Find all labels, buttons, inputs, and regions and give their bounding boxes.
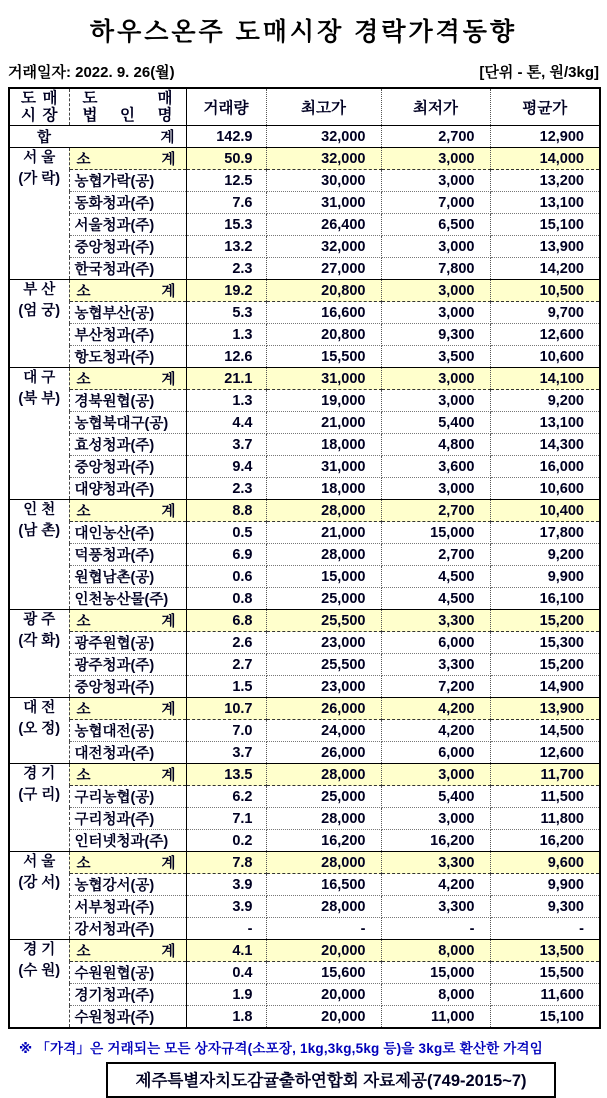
high-cell: 26,000 — [266, 698, 381, 720]
price-note: ※ 「가격」은 거래되는 모든 상자규격(소포장, 1kg,3kg,5kg 등)을 3kg로 환산한 가격임 — [19, 1041, 543, 1056]
avg-cell: 9,600 — [490, 852, 600, 874]
table-row — [9, 302, 600, 324]
avg-cell: 13,900 — [490, 236, 600, 258]
avg-cell: 16,100 — [490, 588, 600, 610]
subtotal-row — [9, 368, 600, 390]
low-cell: 3,600 — [381, 456, 490, 478]
table-row — [9, 918, 600, 940]
corp-name-cell: 수원청과(주) — [69, 1006, 186, 1029]
header-row — [9, 88, 600, 126]
low-cell: 3,000 — [381, 148, 490, 170]
subtotal-label-cell: 소 계 — [69, 280, 186, 302]
high-cell: 16,500 — [266, 874, 381, 896]
qty-cell: 6.2 — [186, 786, 266, 808]
corp-name-cell: 대인농산(주) — [69, 522, 186, 544]
corp-name-cell: 농협대전(공) — [69, 720, 186, 742]
high-cell: 15,000 — [266, 566, 381, 588]
qty-cell: 19.2 — [186, 280, 266, 302]
avg-cell: 14,000 — [490, 148, 600, 170]
low-cell: - — [381, 918, 490, 940]
avg-cell: 12,900 — [490, 126, 600, 148]
high-cell: 18,000 — [266, 434, 381, 456]
avg-cell: 11,600 — [490, 984, 600, 1006]
qty-cell: 4.4 — [186, 412, 266, 434]
table-row — [9, 412, 600, 434]
low-cell: 7,200 — [381, 676, 490, 698]
qty-cell: 1.5 — [186, 676, 266, 698]
high-cell: 25,000 — [266, 786, 381, 808]
subtotal-label-cell: 소 계 — [69, 852, 186, 874]
subtotal-label-cell: 소 계 — [69, 500, 186, 522]
low-cell: 7,000 — [381, 192, 490, 214]
table-row — [9, 544, 600, 566]
avg-cell: 12,600 — [490, 324, 600, 346]
qty-cell: 0.2 — [186, 830, 266, 852]
price-table-body — [9, 126, 600, 1029]
avg-cell: 14,200 — [490, 258, 600, 280]
high-cell: 28,000 — [266, 544, 381, 566]
low-cell: 5,400 — [381, 412, 490, 434]
qty-cell: 10.7 — [186, 698, 266, 720]
low-cell: 4,200 — [381, 874, 490, 896]
avg-cell: 14,500 — [490, 720, 600, 742]
corp-name-cell: 중앙청과(주) — [69, 456, 186, 478]
high-cell: 28,000 — [266, 896, 381, 918]
market-cell: 광 주 (각 화) — [9, 610, 69, 698]
low-cell: 3,300 — [381, 610, 490, 632]
high-cell: 20,800 — [266, 324, 381, 346]
high-cell: 27,000 — [266, 258, 381, 280]
corp-name-cell: 구리청과(주) — [69, 808, 186, 830]
avg-cell: 13,200 — [490, 170, 600, 192]
qty-cell: 5.3 — [186, 302, 266, 324]
high-cell: 28,000 — [266, 500, 381, 522]
qty-cell: 12.5 — [186, 170, 266, 192]
table-row — [9, 720, 600, 742]
low-cell: 2,700 — [381, 500, 490, 522]
low-cell: 4,500 — [381, 566, 490, 588]
corp-name-cell: 경기청과(주) — [69, 984, 186, 1006]
corp-name-cell: 한국청과(주) — [69, 258, 186, 280]
low-cell: 6,000 — [381, 632, 490, 654]
total-label-cell: 합 계 — [9, 126, 186, 148]
table-row — [9, 984, 600, 1006]
subtotal-row — [9, 852, 600, 874]
high-cell: 30,000 — [266, 170, 381, 192]
avg-cell: 15,500 — [490, 962, 600, 984]
high-cell: 16,600 — [266, 302, 381, 324]
trade-date-label: 거래일자: 2022. 9. 26(월) — [8, 64, 175, 81]
high-cell: 28,000 — [266, 808, 381, 830]
corp-name-cell: 구리농협(공) — [69, 786, 186, 808]
subtotal-row — [9, 610, 600, 632]
avg-cell: 10,400 — [490, 500, 600, 522]
high-cell: 28,000 — [266, 852, 381, 874]
high-cell: 20,000 — [266, 1006, 381, 1029]
low-cell: 8,000 — [381, 940, 490, 962]
qty-cell: 13.5 — [186, 764, 266, 786]
corp-name-cell: 수원원협(공) — [69, 962, 186, 984]
high-cell: 23,000 — [266, 676, 381, 698]
table-row — [9, 566, 600, 588]
high-cell: - — [266, 918, 381, 940]
high-cell: 32,000 — [266, 148, 381, 170]
table-row — [9, 786, 600, 808]
low-cell: 16,200 — [381, 830, 490, 852]
low-cell: 3,000 — [381, 280, 490, 302]
table-row — [9, 192, 600, 214]
corp-name-cell: 서부청과(주) — [69, 896, 186, 918]
high-cell: 25,500 — [266, 610, 381, 632]
table-row — [9, 236, 600, 258]
low-cell: 3,000 — [381, 808, 490, 830]
avg-cell: 11,500 — [490, 786, 600, 808]
qty-cell: 1.3 — [186, 324, 266, 346]
high-cell: 20,000 — [266, 940, 381, 962]
avg-cell: 14,900 — [490, 676, 600, 698]
qty-cell: 13.2 — [186, 236, 266, 258]
table-row — [9, 830, 600, 852]
corp-name-cell: 광주원협(공) — [69, 632, 186, 654]
low-cell: 3,500 — [381, 346, 490, 368]
page-title: 하우스온주 도매시장 경락가격동향 — [89, 18, 518, 46]
qty-cell: 8.8 — [186, 500, 266, 522]
subtotal-row — [9, 764, 600, 786]
high-cell: 26,000 — [266, 742, 381, 764]
header-market: 도 매 시 장 — [9, 88, 69, 126]
avg-cell: 9,700 — [490, 302, 600, 324]
table-row — [9, 588, 600, 610]
low-cell: 15,000 — [381, 962, 490, 984]
qty-cell: 3.9 — [186, 896, 266, 918]
corp-name-cell: 중앙청과(주) — [69, 236, 186, 258]
qty-cell: 7.0 — [186, 720, 266, 742]
low-cell: 3,300 — [381, 896, 490, 918]
qty-cell: 12.6 — [186, 346, 266, 368]
corp-name-cell: 효성청과(주) — [69, 434, 186, 456]
avg-cell: 15,200 — [490, 654, 600, 676]
corp-name-cell: 동화청과(주) — [69, 192, 186, 214]
avg-cell: 14,300 — [490, 434, 600, 456]
subtotal-label-cell: 소 계 — [69, 610, 186, 632]
corp-name-cell: 농협부산(공) — [69, 302, 186, 324]
meta-row — [0, 61, 607, 82]
market-cell: 인 천 (남 촌) — [9, 500, 69, 610]
price-table — [8, 87, 601, 1029]
qty-cell: 4.1 — [186, 940, 266, 962]
high-cell: 31,000 — [266, 368, 381, 390]
qty-cell: 2.7 — [186, 654, 266, 676]
table-row — [9, 632, 600, 654]
subtotal-row — [9, 940, 600, 962]
avg-cell: 10,500 — [490, 280, 600, 302]
corp-name-cell: 덕풍청과(주) — [69, 544, 186, 566]
market-cell: 경 기 (수 원) — [9, 940, 69, 1029]
table-row — [9, 478, 600, 500]
avg-cell: 9,200 — [490, 544, 600, 566]
low-cell: 3,000 — [381, 368, 490, 390]
avg-cell: 10,600 — [490, 478, 600, 500]
qty-cell: 6.8 — [186, 610, 266, 632]
avg-cell: 13,100 — [490, 192, 600, 214]
high-cell: 20,800 — [266, 280, 381, 302]
high-cell: 32,000 — [266, 126, 381, 148]
low-cell: 5,400 — [381, 786, 490, 808]
low-cell: 3,000 — [381, 170, 490, 192]
low-cell: 4,500 — [381, 588, 490, 610]
high-cell: 25,500 — [266, 654, 381, 676]
qty-cell: 2.6 — [186, 632, 266, 654]
table-row — [9, 522, 600, 544]
high-cell: 15,500 — [266, 346, 381, 368]
low-cell: 6,500 — [381, 214, 490, 236]
subtotal-row — [9, 148, 600, 170]
market-cell: 부 산 (엄 궁) — [9, 280, 69, 368]
qty-cell: 7.6 — [186, 192, 266, 214]
market-cell: 대 구 (북 부) — [9, 368, 69, 500]
table-row — [9, 874, 600, 896]
qty-cell: 1.9 — [186, 984, 266, 1006]
table-row — [9, 896, 600, 918]
qty-cell: 0.4 — [186, 962, 266, 984]
low-cell: 3,000 — [381, 390, 490, 412]
avg-cell: 14,100 — [490, 368, 600, 390]
avg-cell: 15,200 — [490, 610, 600, 632]
subtotal-row — [9, 500, 600, 522]
low-cell: 2,700 — [381, 544, 490, 566]
subtotal-row — [9, 698, 600, 720]
qty-cell: 3.9 — [186, 874, 266, 896]
high-cell: 16,200 — [266, 830, 381, 852]
market-cell: 서 울 (가 락) — [9, 148, 69, 280]
corp-name-cell: 인터넷청과(주) — [69, 830, 186, 852]
subtotal-label-cell: 소 계 — [69, 940, 186, 962]
qty-cell: 15.3 — [186, 214, 266, 236]
table-row — [9, 456, 600, 478]
low-cell: 3,300 — [381, 852, 490, 874]
avg-cell: 12,600 — [490, 742, 600, 764]
table-row — [9, 808, 600, 830]
high-cell: 31,000 — [266, 192, 381, 214]
low-cell: 4,800 — [381, 434, 490, 456]
avg-cell: 17,800 — [490, 522, 600, 544]
header-low: 최저가 — [381, 88, 490, 126]
qty-cell: 3.7 — [186, 434, 266, 456]
avg-cell: 11,800 — [490, 808, 600, 830]
market-cell: 대 전 (오 정) — [9, 698, 69, 764]
low-cell: 4,200 — [381, 720, 490, 742]
qty-cell: 3.7 — [186, 742, 266, 764]
low-cell: 4,200 — [381, 698, 490, 720]
qty-cell: 2.3 — [186, 478, 266, 500]
corp-name-cell: 경북원협(공) — [69, 390, 186, 412]
low-cell: 11,000 — [381, 1006, 490, 1029]
unit-label: [단위 - 톤, 원/3kg] — [479, 64, 599, 81]
low-cell: 3,300 — [381, 654, 490, 676]
avg-cell: 15,100 — [490, 1006, 600, 1029]
avg-cell: 13,100 — [490, 412, 600, 434]
high-cell: 21,000 — [266, 522, 381, 544]
avg-cell: 13,900 — [490, 698, 600, 720]
qty-cell: 1.8 — [186, 1006, 266, 1029]
qty-cell: 7.8 — [186, 852, 266, 874]
low-cell: 9,300 — [381, 324, 490, 346]
high-cell: 28,000 — [266, 764, 381, 786]
header-corp: 도 매 법 인 명 — [69, 88, 186, 126]
corp-name-cell: 광주청과(주) — [69, 654, 186, 676]
qty-cell: 1.3 — [186, 390, 266, 412]
corp-name-cell: 서울청과(주) — [69, 214, 186, 236]
qty-cell: - — [186, 918, 266, 940]
corp-name-cell: 중앙청과(주) — [69, 676, 186, 698]
subtotal-label-cell: 소 계 — [69, 368, 186, 390]
low-cell: 2,700 — [381, 126, 490, 148]
table-row — [9, 170, 600, 192]
table-row — [9, 676, 600, 698]
high-cell: 20,000 — [266, 984, 381, 1006]
avg-cell: 13,500 — [490, 940, 600, 962]
table-row — [9, 324, 600, 346]
avg-cell: 16,000 — [490, 456, 600, 478]
table-row — [9, 346, 600, 368]
subtotal-label-cell: 소 계 — [69, 764, 186, 786]
high-cell: 25,000 — [266, 588, 381, 610]
header-qty: 거래량 — [186, 88, 266, 126]
table-row — [9, 654, 600, 676]
table-row — [9, 962, 600, 984]
qty-cell: 7.1 — [186, 808, 266, 830]
subtotal-row — [9, 280, 600, 302]
low-cell: 3,000 — [381, 764, 490, 786]
subtotal-label-cell: 소 계 — [69, 148, 186, 170]
low-cell: 3,000 — [381, 236, 490, 258]
corp-name-cell: 대전청과(주) — [69, 742, 186, 764]
table-row — [9, 390, 600, 412]
corp-name-cell: 대양청과(주) — [69, 478, 186, 500]
high-cell: 24,000 — [266, 720, 381, 742]
high-cell: 23,000 — [266, 632, 381, 654]
corp-name-cell: 농협북대구(공) — [69, 412, 186, 434]
data-source-box: 제주특별자치도감귤출하연합회 자료제공(749-2015~7) — [106, 1062, 556, 1098]
qty-cell: 0.5 — [186, 522, 266, 544]
corp-name-cell: 항도청과(주) — [69, 346, 186, 368]
table-row — [9, 214, 600, 236]
header-high: 최고가 — [266, 88, 381, 126]
total-row — [9, 126, 600, 148]
qty-cell: 50.9 — [186, 148, 266, 170]
low-cell: 8,000 — [381, 984, 490, 1006]
low-cell: 6,000 — [381, 742, 490, 764]
high-cell: 19,000 — [266, 390, 381, 412]
price-table-header — [9, 88, 600, 126]
avg-cell: 10,600 — [490, 346, 600, 368]
avg-cell: 9,900 — [490, 566, 600, 588]
corp-name-cell: 부산청과(주) — [69, 324, 186, 346]
high-cell: 32,000 — [266, 236, 381, 258]
corp-name-cell: 농협가락(공) — [69, 170, 186, 192]
corp-name-cell: 원협남촌(공) — [69, 566, 186, 588]
corp-name-cell: 강서청과(주) — [69, 918, 186, 940]
avg-cell: 11,700 — [490, 764, 600, 786]
market-cell: 경 기 (구 리) — [9, 764, 69, 852]
subtotal-label-cell: 소 계 — [69, 698, 186, 720]
avg-cell: 15,300 — [490, 632, 600, 654]
table-row — [9, 258, 600, 280]
avg-cell: 16,200 — [490, 830, 600, 852]
high-cell: 31,000 — [266, 456, 381, 478]
avg-cell: - — [490, 918, 600, 940]
avg-cell: 9,200 — [490, 390, 600, 412]
qty-cell: 6.9 — [186, 544, 266, 566]
qty-cell: 0.8 — [186, 588, 266, 610]
low-cell: 3,000 — [381, 478, 490, 500]
high-cell: 18,000 — [266, 478, 381, 500]
high-cell: 21,000 — [266, 412, 381, 434]
table-row — [9, 434, 600, 456]
high-cell: 26,400 — [266, 214, 381, 236]
avg-cell: 15,100 — [490, 214, 600, 236]
low-cell: 15,000 — [381, 522, 490, 544]
low-cell: 3,000 — [381, 302, 490, 324]
qty-cell: 21.1 — [186, 368, 266, 390]
qty-cell: 2.3 — [186, 258, 266, 280]
header-avg: 평균가 — [490, 88, 600, 126]
low-cell: 7,800 — [381, 258, 490, 280]
corp-name-cell: 인천농산물(주) — [69, 588, 186, 610]
avg-cell: 9,300 — [490, 896, 600, 918]
qty-cell: 0.6 — [186, 566, 266, 588]
qty-cell: 142.9 — [186, 126, 266, 148]
table-row — [9, 742, 600, 764]
market-cell: 서 울 (강 서) — [9, 852, 69, 940]
high-cell: 15,600 — [266, 962, 381, 984]
corp-name-cell: 농협강서(공) — [69, 874, 186, 896]
qty-cell: 9.4 — [186, 456, 266, 478]
table-row — [9, 1006, 600, 1029]
avg-cell: 9,900 — [490, 874, 600, 896]
